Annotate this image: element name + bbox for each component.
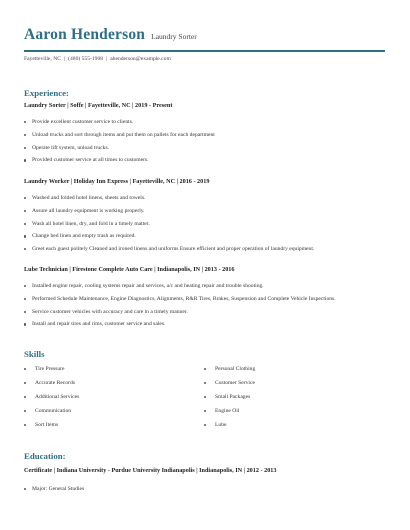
list-item: Unload trucks and sort through items and put them on pallets for each department	[24, 132, 384, 138]
list-item: Greet each guest politely Cleaned and ironed linens and uniforms Ensure efficient and proper operation of laundry equipment.	[24, 246, 384, 252]
skills-heading: Skills	[24, 349, 45, 359]
job-title-1: Laundry Sorter | Soffe | Fayetteville, NC | 2019 - Present	[24, 102, 173, 109]
skill-item: Lube	[204, 422, 384, 436]
candidate-name: Aaron Henderson	[24, 26, 146, 43]
contact-city: Fayetteville, NC	[24, 56, 61, 62]
list-item: Performed Schedule Maintenance, Engine Diagnostics, Alignments, R&R Tires, Brakes, Suspension and Complete Vehicle Inspections.	[24, 296, 384, 302]
list-item: Wash all hotel linen, dry, and fold in a timely matter.	[24, 221, 384, 227]
skill-item: Communication	[24, 408, 204, 422]
list-item: Provided customer service at all times to customers.	[24, 157, 384, 163]
list-item: Install and repair tires and rims, customer service and sales.	[24, 321, 384, 327]
job-1-bullets	[24, 119, 384, 170]
skill-item: Additional Services	[24, 394, 204, 408]
job-3-bullets	[24, 283, 384, 334]
list-item: Operate lift system, unload trucks.	[24, 145, 384, 151]
list-item: Installed engine repair, cooling systems repair and services, a/c and heating repair and trouble shooting.	[24, 283, 384, 289]
list-item: Assure all laundry equipment is working properly.	[24, 208, 384, 214]
education-major: Major: General Studies	[24, 486, 84, 492]
header-divider	[24, 50, 385, 52]
skill-item: Sort Items	[24, 422, 204, 436]
skill-item: Accurate Records	[24, 380, 204, 394]
job-2-bullets	[24, 195, 384, 259]
skill-item: Engine Oil	[204, 408, 384, 422]
list-item: Change bed linen and empty trash as required.	[24, 233, 384, 239]
education-entry: Certificate | Indiana University - Purdue University Indianapolis | Indianapolis, IN | 2012 - 2013	[24, 467, 277, 474]
job-title-3: Lube Technician | Firestone Complete Auto Care | Indianapolis, IN | 2013 - 2016	[24, 266, 235, 273]
list-item: Washed and folded hotel linens, sheets and towels.	[24, 195, 384, 201]
education-heading: Education:	[24, 451, 66, 461]
skill-item: Customer Service	[204, 380, 384, 394]
skills-list	[24, 366, 384, 436]
list-item: Provide excellent customer service to clients.	[24, 119, 384, 125]
candidate-title: Laundry Sorter	[151, 32, 197, 41]
list-item: Service customer vehicles with accuracy and care in a timely manner.	[24, 309, 384, 315]
job-title-2: Laundry Worker | Holiday Inn Express | Fayetteville, NC | 2016 - 2019	[24, 178, 210, 185]
skill-item: Personal Clothing	[204, 366, 384, 380]
resume-header	[24, 26, 197, 44]
contact-email: ahenderson@example.com	[110, 56, 171, 62]
contact-phone: (480) 555-1908	[68, 56, 104, 62]
skill-item: Tire Pressure	[24, 366, 204, 380]
skill-item: Small Packages	[204, 394, 384, 408]
experience-heading: Experience:	[24, 88, 69, 98]
contact-line: Fayetteville, NC | (480) 555-1908 | ahenderson@example.com	[24, 56, 171, 62]
